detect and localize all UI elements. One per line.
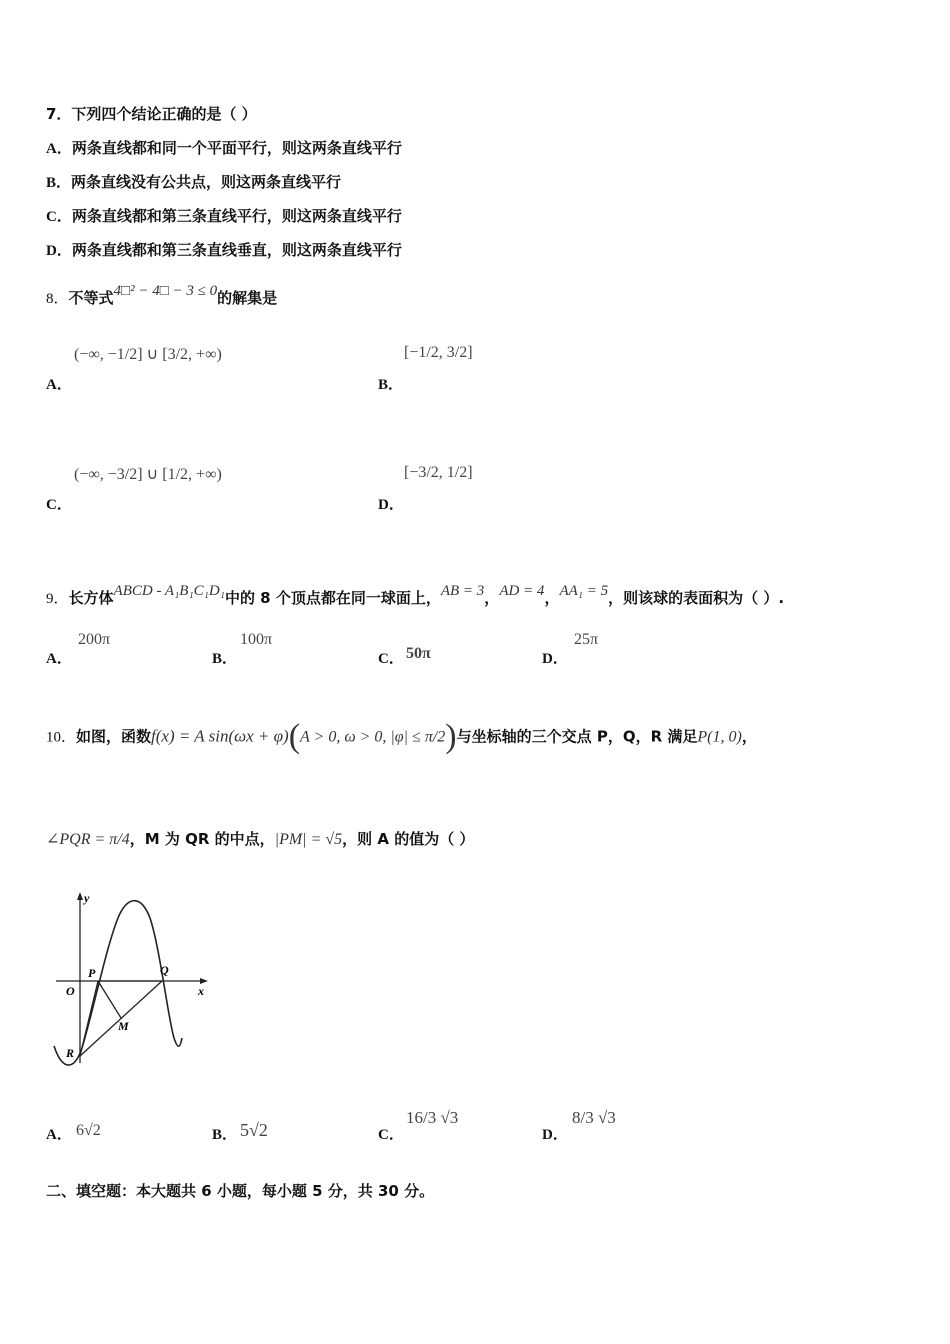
q8-option-b-label: B． <box>378 377 404 393</box>
q8-option-d-label: D． <box>378 497 404 513</box>
q7-option-b: B．两条直线没有公共点，则这两条直线平行 <box>46 173 342 191</box>
q9-solid: ABCD - A₁B₁C₁D₁ <box>113 583 225 599</box>
sine-curve <box>54 901 182 1065</box>
label-r: R <box>66 1046 75 1060</box>
q8-stem: 8．不等式4□² − 4□ − 3 ≤ 0的解集是 <box>46 283 278 307</box>
q9-option-a-value: 200π <box>78 631 111 648</box>
q10-sine-figure <box>48 888 216 1080</box>
q9-option-a-label: A． <box>46 651 72 667</box>
y-axis-arrow-icon <box>77 892 83 900</box>
segment-pr <box>80 981 98 1056</box>
label-o: O <box>66 984 75 998</box>
q10-option-a-value: 6√2 <box>76 1122 101 1139</box>
label-m: M <box>118 1019 129 1033</box>
q8-option-c-label: C． <box>46 497 72 513</box>
segment-pm <box>98 981 121 1018</box>
q10-option-d-label: D． <box>542 1127 568 1143</box>
q9-option-b-label: B． <box>212 651 238 667</box>
q9-stem: 9．长方体ABCD - A₁B₁C₁D₁中的 8 个顶点都在同一球面上，AB = 3，AD = 4，AA₁ = 5，则该球的表面积为（ ）. <box>46 583 785 607</box>
label-x: x <box>198 984 204 998</box>
q10-option-c-value: 16/3 √3 <box>406 1108 459 1127</box>
q8-option-a-label: A． <box>46 377 72 393</box>
q10-function: f(x) = A sin(ωx + φ) <box>151 726 289 746</box>
q7-option-c: C．两条直线都和第三条直线平行，则这两条直线平行 <box>46 207 402 225</box>
q10-point-p: P(1, 0) <box>697 728 742 746</box>
q8-inequality: 4□² − 4□ − 3 ≤ 0 <box>113 283 218 299</box>
q10-pm: |PM| = √5 <box>274 831 343 848</box>
q8-option-d-expr: [−3/2, 1/2] <box>404 464 473 481</box>
q9-option-c-value: 50π <box>406 645 431 662</box>
q8-option-b-expr: [−1/2, 3/2] <box>404 344 473 361</box>
q9-option-c-label: C． <box>378 651 404 667</box>
q9-option-d-value: 25π <box>574 631 599 648</box>
q8-option-a-expr: (−∞, −1/2] ∪ [3/2, +∞) <box>74 346 222 363</box>
label-q: Q <box>160 963 169 977</box>
q9-option-b-value: 100π <box>240 631 273 648</box>
q10-conditions: A > 0, ω > 0, |φ| ≤ π/2 <box>300 728 446 746</box>
q10-angle: ∠PQR = π/4 <box>46 831 130 848</box>
q10-option-b-value: 5√2 <box>240 1120 268 1140</box>
section-2-heading: 二、填空题：本大题共 6 小题，每小题 5 分，共 30 分。 <box>46 1182 435 1200</box>
q10-option-a-label: A． <box>46 1127 72 1143</box>
q10-option-b-label: B． <box>212 1127 238 1143</box>
q8-option-c-expr: (−∞, −3/2] ∪ [1/2, +∞) <box>74 466 222 483</box>
label-p: P <box>88 966 96 980</box>
q7-stem: 7．下列四个结论正确的是（ ） <box>46 105 257 123</box>
q10-option-d-value: 8/3 √3 <box>572 1108 616 1127</box>
q10-option-c-label: C． <box>378 1127 404 1143</box>
q10-stem-line1: 10．如图，函数f(x) = A sin(ωx + φ)(A > 0, ω > 0, |φ| ≤ π/2)与坐标轴的三个交点 P，Q，R 满足P(1, 0)， <box>46 718 757 755</box>
label-y: y <box>84 891 90 905</box>
q10-stem-line2: ∠PQR = π/4，M 为 QR 的中点，|PM| = √5，则 A 的值为（ ） <box>46 830 475 848</box>
q9-option-d-label: D． <box>542 651 568 667</box>
q7-option-d: D．两条直线都和第三条直线垂直，则这两条直线平行 <box>46 241 402 259</box>
q7-option-a: A．两条直线都和同一个平面平行，则这两条直线平行 <box>46 139 402 157</box>
